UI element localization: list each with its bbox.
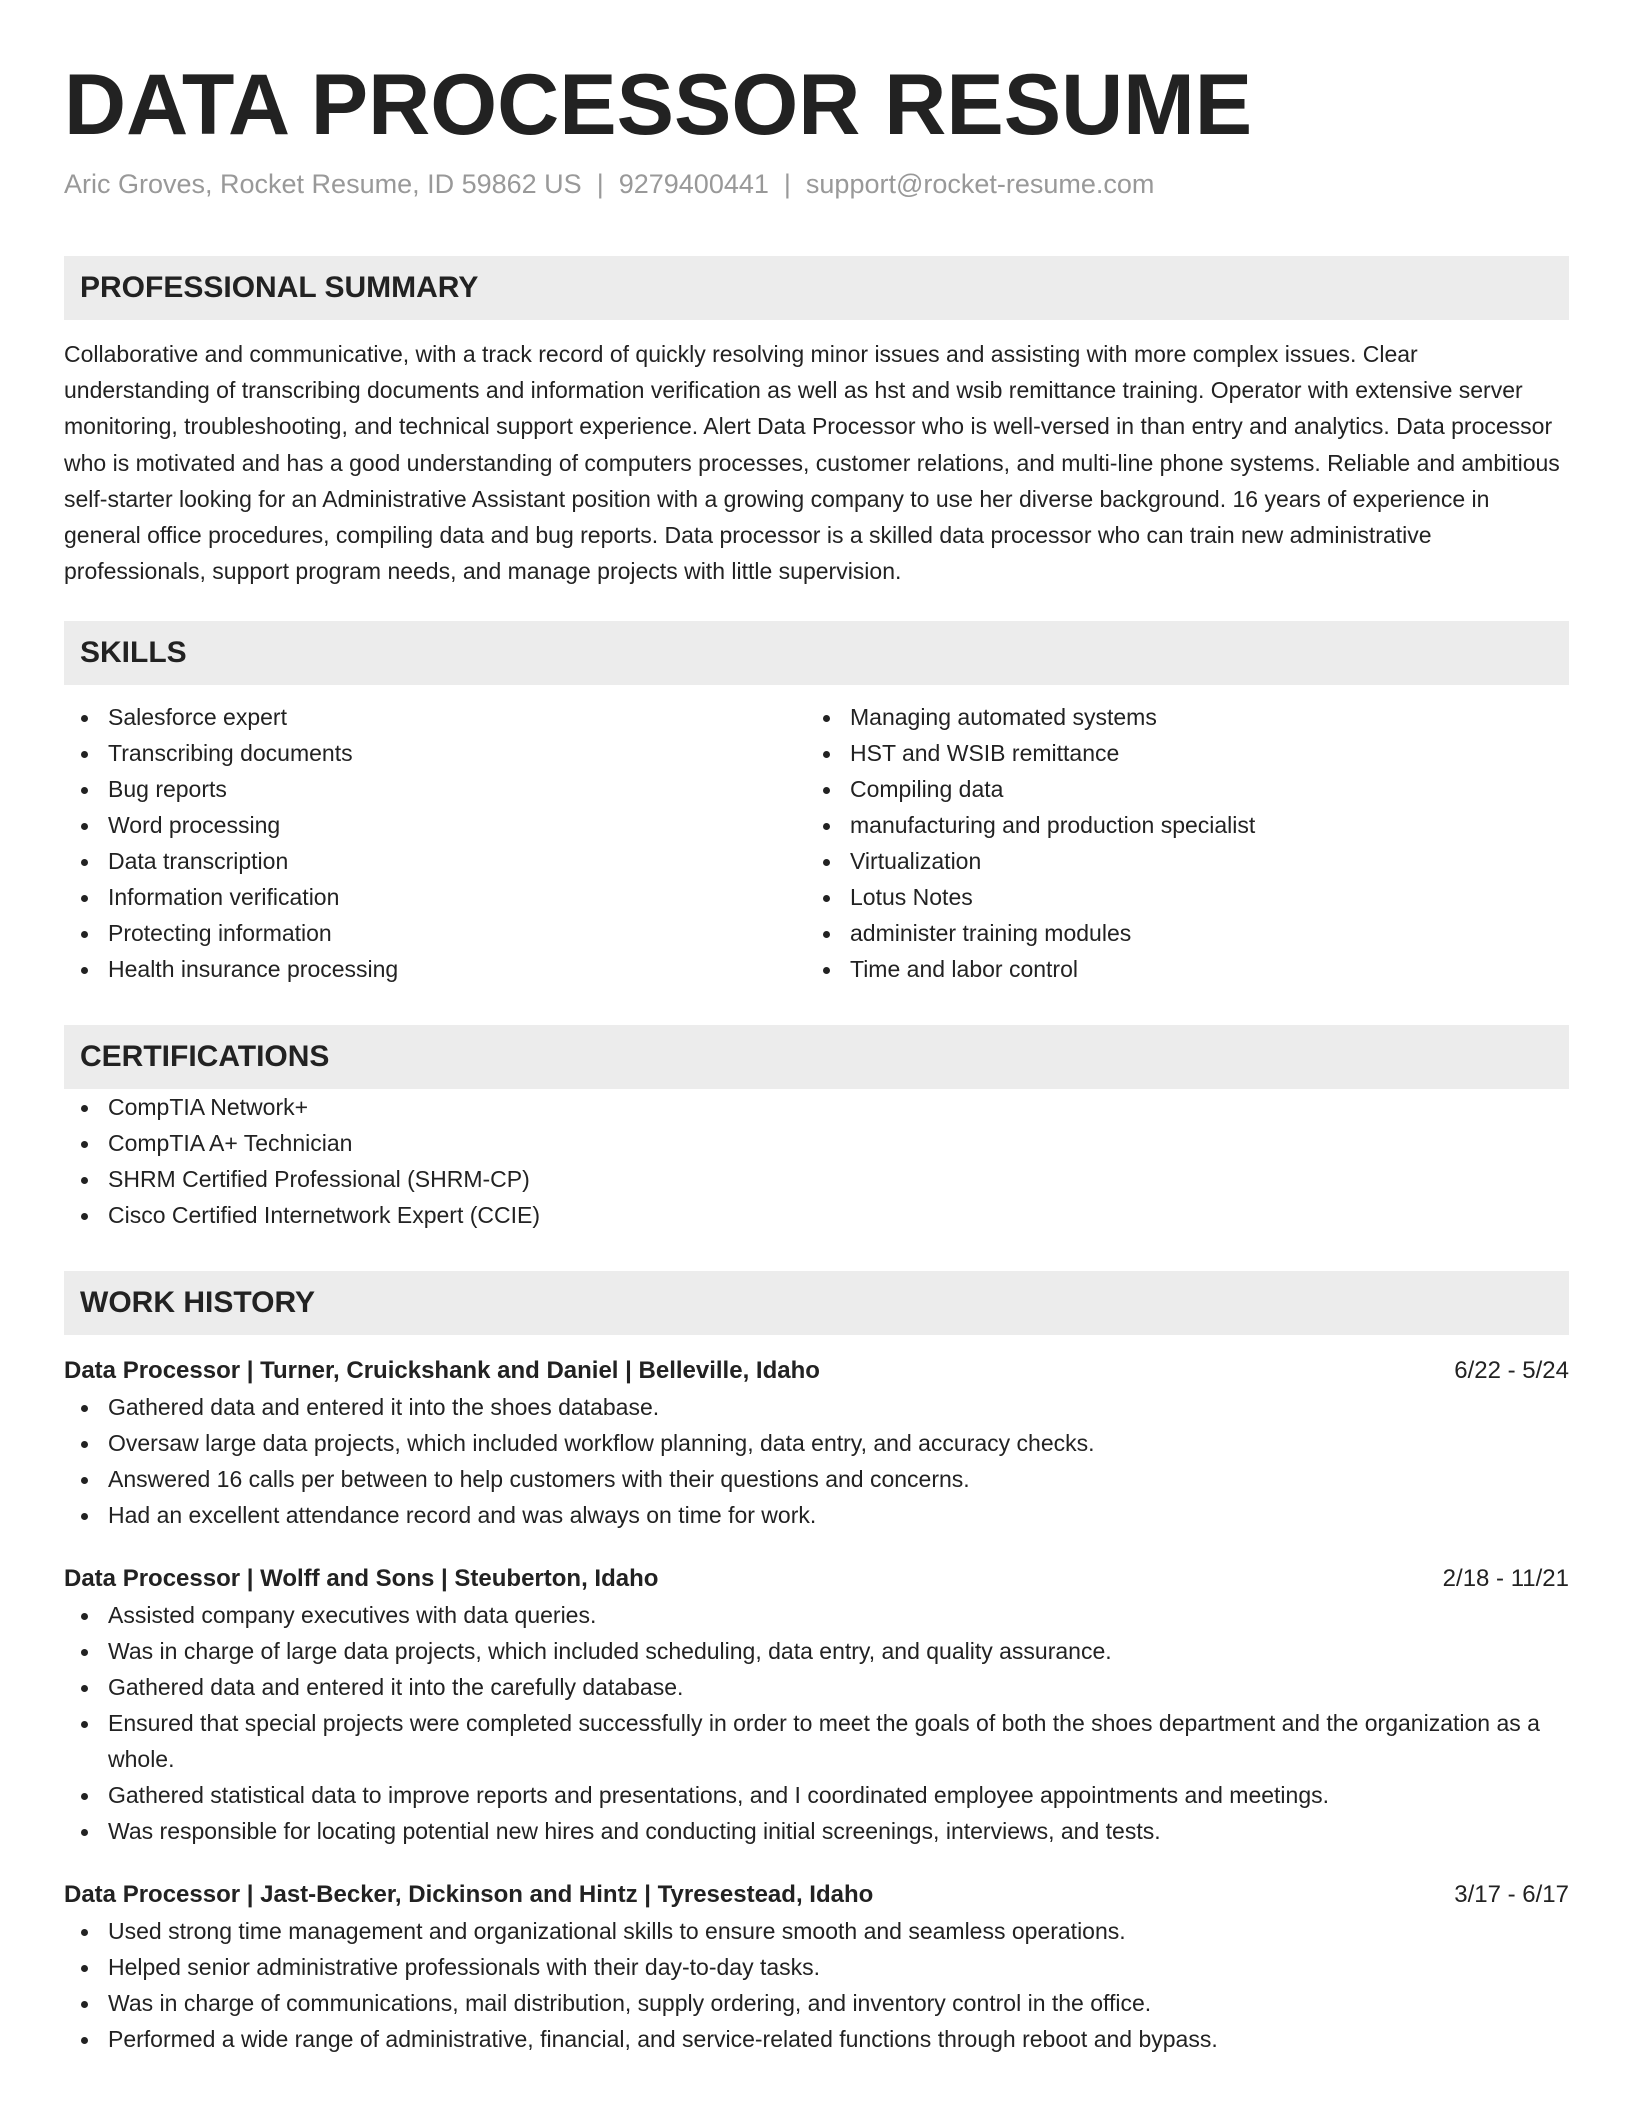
- certification-item: SHRM Certified Professional (SHRM-CP): [64, 1161, 1569, 1197]
- contact-line: [64, 166, 1569, 202]
- job-header: [64, 1353, 1569, 1389]
- job-dates: 6/22 - 5/24: [1454, 1357, 1569, 1385]
- certification-item: Cisco Certified Internetwork Expert (CCIE): [64, 1197, 1569, 1233]
- certifications-list: [64, 1089, 1569, 1233]
- job-duties-list: [64, 1389, 1569, 1533]
- contact-phone: 9279400441: [618, 169, 769, 199]
- job-duty-item: Had an excellent attendance record and was always on time for work.: [64, 1497, 1569, 1533]
- job-dates: 3/17 - 6/17: [1454, 1881, 1569, 1909]
- skill-item: Transcribing documents: [64, 735, 806, 771]
- skill-item: Salesforce expert: [64, 699, 806, 735]
- certification-item: CompTIA A+ Technician: [64, 1125, 1569, 1161]
- job-title: Data Processor | Wolff and Sons | Steuberton, Idaho: [64, 1565, 659, 1593]
- skill-item: manufacturing and production specialist: [806, 807, 1548, 843]
- resume-title: DATA PROCESSOR RESUME: [64, 57, 1253, 153]
- skill-item: Managing automated systems: [806, 699, 1548, 735]
- job-duty-item: Was in charge of communications, mail distribution, supply ordering, and inventory control in the office.: [64, 1985, 1569, 2021]
- skill-item: Virtualization: [806, 843, 1548, 879]
- job-duty-item: Ensured that special projects were completed successfully in order to meet the goals of both the shoes department and the organization as a whole.: [64, 1705, 1569, 1777]
- skill-item: Compiling data: [806, 771, 1548, 807]
- contact-separator: |: [596, 169, 604, 199]
- job-duties-list: [64, 1597, 1569, 1849]
- professional-summary-text: Collaborative and communicative, with a track record of quickly resolving minor issues and assisting with more complex issues. Clear understanding of transcribing documents and information verification as well as hst and wsib remittance training. Operator with extensive server monitoring, troubleshooting, and technical support experience. Alert Data Processor who is well-versed in than entry and analytics. Data processor who is motivated and has a good understanding of computers processes, customer relations, and multi-line phone systems. Reliable and ambitious self-starter looking for an Administrative Assistant position with a growing company to use her diverse background. 16 years of experience in general office procedures, compiling data and bug reports. Data processor is a skilled data processor who can train new administrative professionals, support program needs, and manage projects with little supervision.: [64, 341, 1560, 585]
- job-title: Data Processor | Turner, Cruickshank and Daniel | Belleville, Idaho: [64, 1357, 820, 1385]
- job-entry: [64, 1561, 1569, 1849]
- job-duty-item: Was in charge of large data projects, which included scheduling, data entry, and quality assurance.: [64, 1633, 1569, 1669]
- certifications-heading: CERTIFICATIONS: [64, 1025, 1569, 1089]
- skills-list-left: [64, 699, 806, 987]
- work-history-list: [64, 1353, 1569, 2057]
- job-duty-item: Gathered data and entered it into the shoes database.: [64, 1389, 1569, 1425]
- job-dates: 2/18 - 11/21: [1442, 1565, 1569, 1593]
- skill-item: Word processing: [64, 807, 806, 843]
- skill-item: Protecting information: [64, 915, 806, 951]
- skill-item: Bug reports: [64, 771, 806, 807]
- job-duties-list: [64, 1913, 1569, 2057]
- skill-item: Data transcription: [64, 843, 806, 879]
- skill-item: Time and labor control: [806, 951, 1548, 987]
- skills-column-right: [806, 699, 1548, 987]
- skill-item: Information verification: [64, 879, 806, 915]
- contact-name: Aric Groves, Rocket Resume, ID 59862 US: [64, 169, 582, 199]
- job-duty-item: Answered 16 calls per between to help customers with their questions and concerns.: [64, 1461, 1569, 1497]
- job-header: [64, 1561, 1569, 1597]
- skill-item: administer training modules: [806, 915, 1548, 951]
- skills-heading: SKILLS: [64, 621, 1569, 685]
- skills-column-left: [64, 699, 806, 987]
- skill-item: HST and WSIB remittance: [806, 735, 1548, 771]
- job-title: Data Processor | Jast-Becker, Dickinson and Hintz | Tyresestead, Idaho: [64, 1881, 874, 1909]
- job-duty-item: Gathered statistical data to improve reports and presentations, and I coordinated employee appointments and meetings.: [64, 1777, 1569, 1813]
- resume-page: [64, 50, 1569, 2057]
- certification-item: CompTIA Network+: [64, 1089, 1569, 1125]
- skill-item: Lotus Notes: [806, 879, 1548, 915]
- skills-columns: [64, 699, 1569, 987]
- job-duty-item: Used strong time management and organizational skills to ensure smooth and seamless operations.: [64, 1913, 1569, 1949]
- job-entry: [64, 1353, 1569, 1533]
- professional-summary-heading: PROFESSIONAL SUMMARY: [64, 256, 1569, 320]
- job-duty-item: Was responsible for locating potential new hires and conducting initial screenings, interviews, and tests.: [64, 1813, 1569, 1849]
- skills-list-right: [806, 699, 1548, 987]
- contact-email: support@rocket-resume.com: [805, 169, 1155, 199]
- job-duty-item: Performed a wide range of administrative, financial, and service-related functions through reboot and bypass.: [64, 2021, 1569, 2057]
- job-duty-item: Assisted company executives with data queries.: [64, 1597, 1569, 1633]
- contact-separator: |: [783, 169, 791, 199]
- job-duty-item: Oversaw large data projects, which included workflow planning, data entry, and accuracy checks.: [64, 1425, 1569, 1461]
- work-history-heading: WORK HISTORY: [64, 1271, 1569, 1335]
- job-duty-item: Gathered data and entered it into the carefully database.: [64, 1669, 1569, 1705]
- job-entry: [64, 1877, 1569, 2057]
- job-duty-item: Helped senior administrative professionals with their day-to-day tasks.: [64, 1949, 1569, 1985]
- job-header: [64, 1877, 1569, 1913]
- skill-item: Health insurance processing: [64, 951, 806, 987]
